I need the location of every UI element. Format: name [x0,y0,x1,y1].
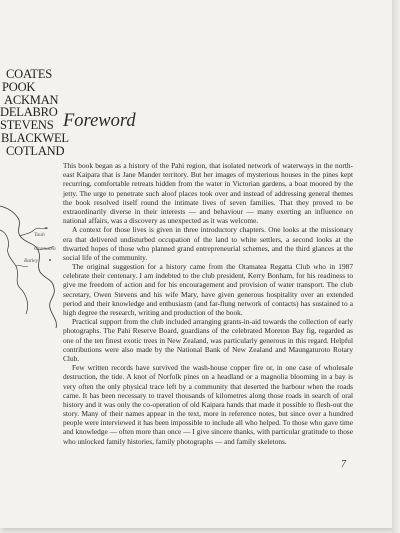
paragraph: This book began as a history of the Pahi region, that isolated network of waterways in the north-east Kaipara that is Jane Mander territory. But her images of mysterious houses in the pines kept recurring, comfortable retreats hidden from the water in Victorian gardens, a boat moored by the jetty. The urge to penetrate such aloof places took over and instead of addressing general themes the book resolved itself round the intimate lives of seven families. That they proved to be extraordinarily diverse in their interests — and behaviour — many exerting an influence on national affairs, was a discovery as unexpected as it was welcome. [63,161,353,226]
paragraph: Few written records have survived the wash-house copper fire or, in one case of wholesale destruction, the tide. A knot of Norfolk pines on a headland or a magnolia blooming in a bay is very often the only physical trace left by a community that deserted the harbour when the roads came. It has been necessary to travel thousands of kilometres along those roads in search of oral history and it was only the co-operation of old Kaipara hands that made it possible to flesh-out the story. Many of their names appear in the text, more in reference notes, but since over a hundred people were interviewed it has been impossible to include all who helped. To those who gave time and knowledge — often more than once — I give sincere thanks, with particular gratitude to those who unlocked family histories, family photographs — and family skeletons. [63,363,353,446]
page-number: 7 [341,459,346,470]
map-label: Batley [24,258,39,264]
map-name: COATES [6,67,53,81]
foreword-body [63,161,353,446]
map-label: Tauh [34,232,45,238]
coastline-map [0,200,60,330]
map-name: STEVENS [0,118,54,133]
page-edge [392,0,400,533]
map-name: BLACKWEL [1,130,69,145]
paragraph: A context for those lives is given in three introductory chapters. One looks at the missionary era that delivered undisturbed occupation of the land to white settlers, a second looks at the thwarted hopes of those who planned grand entrepreneurial schemes, and the third glances at the social life of the community. [63,225,353,262]
map-name: ACKMAN [4,92,59,107]
map-name-list [0,67,69,158]
paragraph: The original suggestion for a history came from the Otamatea Regatta Club who in 1987 celebrate their centenary. I am indebted to the club president, Kerry Bonham, for his readiness to give me freedom of action and for his encouragement and provision of water transport. The club secretary, Owen Stevens and his wife Mary, have given generous hospitality over an extended period and their knowledge and enthusiasm (and far-flung network of contacts) has sustained to a high degree the research, writing and production of the book. [63,262,353,317]
paragraph: Practical support from the club included arranging grants-in-aid towards the collection of early photographs. The Pahi Reserve Board, guardians of the celebrated Moreton Bay fig, regarded as one of the ten finest exotic trees in New Zealand, was particularly generous in this regard. Helpful contributions were also made by the National Bank of New Zealand and Maungaturoto Rotary Club. [63,317,353,363]
map-name: DELABRO [0,105,58,120]
map-name: COTLAND [6,143,65,158]
page-title: Foreword [63,111,136,131]
map-name: POOK [2,79,36,94]
map-label: Otamatea [34,246,56,252]
